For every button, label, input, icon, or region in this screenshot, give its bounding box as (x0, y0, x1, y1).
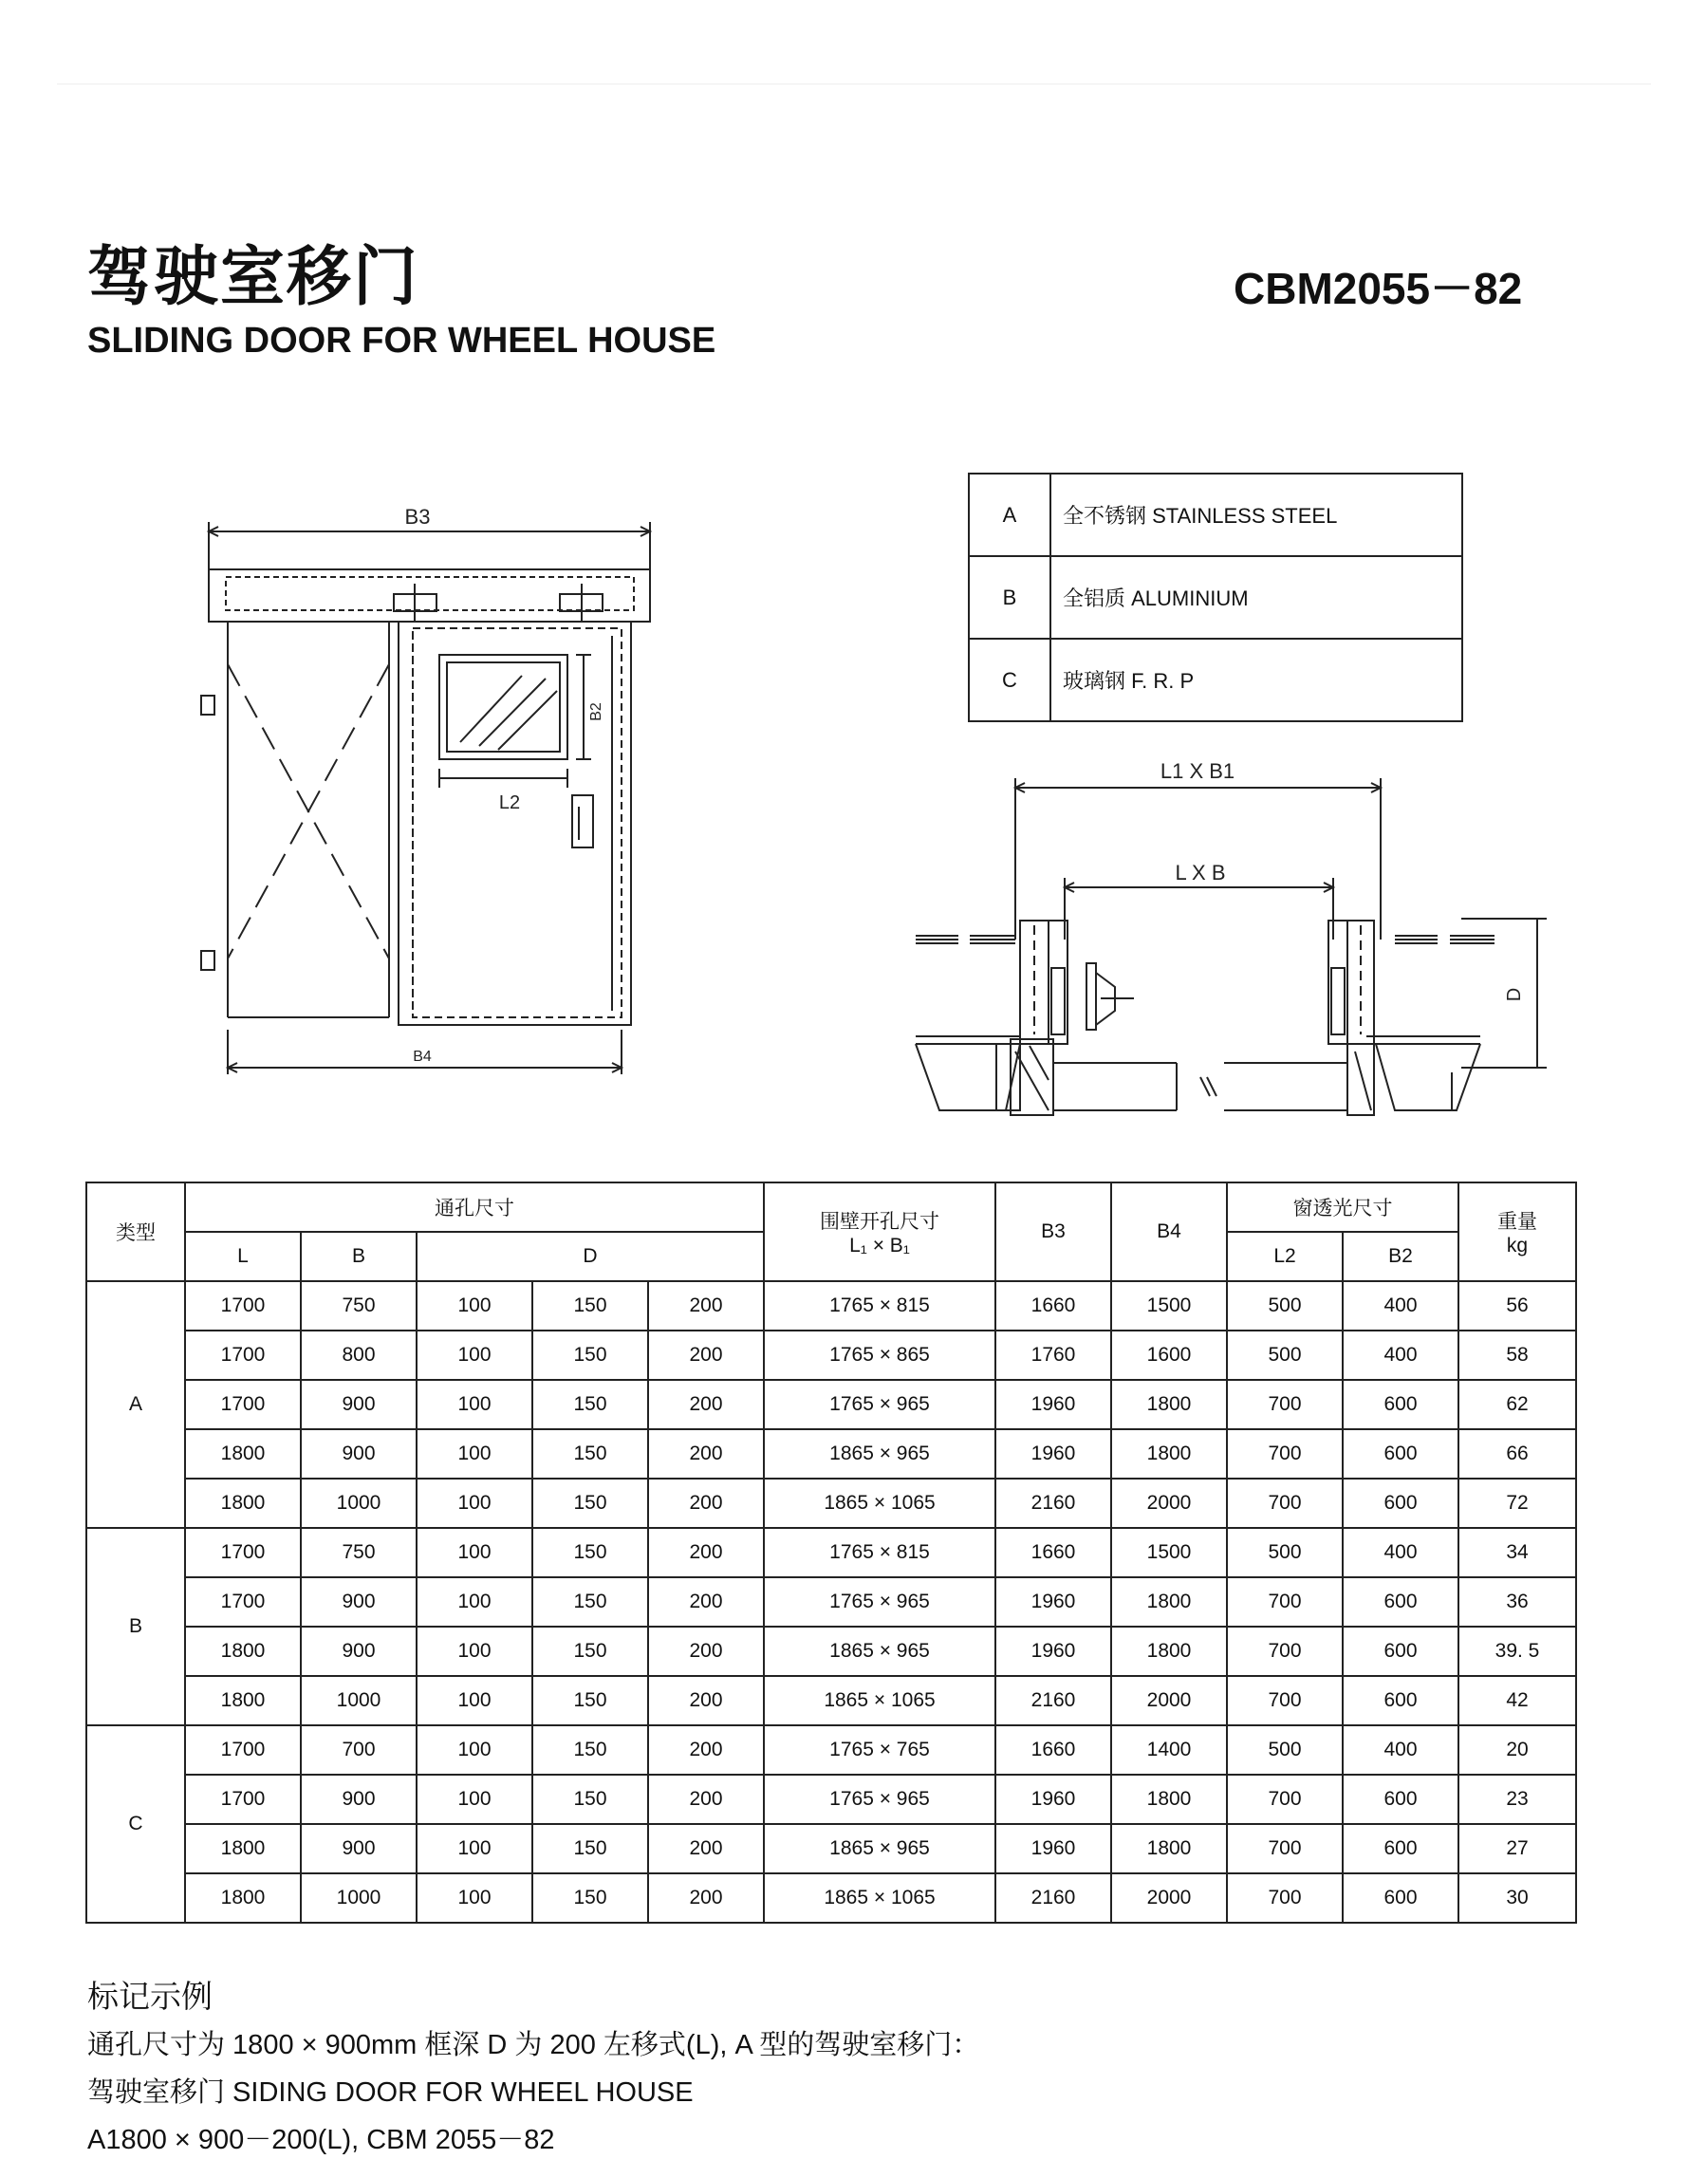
table-cell: 1000 (301, 1479, 417, 1528)
table-cell: 1960 (995, 1577, 1111, 1627)
table-cell: 700 (1227, 1873, 1343, 1923)
table-cell: 700 (1227, 1775, 1343, 1824)
weight-title: 重量 (1497, 1211, 1537, 1233)
table-cell: 100 (417, 1577, 532, 1627)
table-cell: 39. 5 (1458, 1627, 1576, 1676)
table-cell: 1000 (301, 1873, 417, 1923)
material-label: 全铝质 ALUMINIUM (1050, 556, 1462, 639)
table-cell: 100 (417, 1873, 532, 1923)
table-cell: 400 (1343, 1281, 1458, 1331)
table-cell: 1700 (185, 1331, 301, 1380)
table-cell: 200 (648, 1627, 764, 1676)
table-cell: 150 (532, 1824, 648, 1873)
table-cell: 1800 (185, 1429, 301, 1479)
table-cell: 1800 (1111, 1380, 1227, 1429)
material-label: 玻璃钢 F. R. P (1050, 639, 1462, 721)
table-cell: 2000 (1111, 1676, 1227, 1725)
table-cell: 200 (648, 1775, 764, 1824)
col-d-header: D (417, 1232, 764, 1281)
table-cell: 58 (1458, 1331, 1576, 1380)
table-cell: 600 (1343, 1380, 1458, 1429)
table-cell: 100 (417, 1528, 532, 1577)
table-cell: 200 (648, 1577, 764, 1627)
table-cell: 1765 × 815 (764, 1281, 995, 1331)
table-cell: 500 (1227, 1281, 1343, 1331)
table-cell: 27 (1458, 1824, 1576, 1873)
table-cell: 1865 × 1065 (764, 1479, 995, 1528)
table-cell: 1000 (301, 1676, 417, 1725)
material-row (969, 556, 1462, 639)
table-row (86, 1577, 1576, 1627)
material-row (969, 639, 1462, 721)
table-cell: 150 (532, 1676, 648, 1725)
table-cell: 1800 (185, 1676, 301, 1725)
dim-d-label: D (1504, 987, 1525, 1002)
table-cell: 1960 (995, 1775, 1111, 1824)
notes-heading: 标记示例 (87, 1979, 213, 2014)
table-cell: 1700 (185, 1577, 301, 1627)
table-cell: 150 (532, 1479, 648, 1528)
table-cell: 400 (1343, 1331, 1458, 1380)
col-b3-header: B3 (995, 1182, 1111, 1281)
table-cell: 200 (648, 1380, 764, 1429)
page-title-cn: 驾驶室移门 (87, 241, 420, 313)
table-cell: 900 (301, 1380, 417, 1429)
table-cell: 1865 × 1065 (764, 1873, 995, 1923)
table-cell: 1700 (185, 1775, 301, 1824)
table-cell: 30 (1458, 1873, 1576, 1923)
dim-b2-label: B2 (588, 702, 604, 721)
table-cell: 1400 (1111, 1725, 1227, 1775)
material-legend (968, 473, 1463, 722)
table-cell: 100 (417, 1281, 532, 1331)
table-cell: 800 (301, 1331, 417, 1380)
table-cell: 1500 (1111, 1528, 1227, 1577)
table-cell: 1800 (1111, 1824, 1227, 1873)
table-cell: 1800 (185, 1479, 301, 1528)
col-l2-header: L2 (1227, 1232, 1343, 1281)
table-cell: 600 (1343, 1479, 1458, 1528)
table-cell: 100 (417, 1775, 532, 1824)
table-cell: 20 (1458, 1725, 1576, 1775)
dim-l1b1-label: L1 X B1 (1160, 759, 1235, 783)
wall-hole-sub: L₁ × B₁ (849, 1235, 910, 1257)
table-cell: 1800 (1111, 1627, 1227, 1676)
table-cell: 700 (1227, 1676, 1343, 1725)
table-cell: 1765 × 865 (764, 1331, 995, 1380)
table-cell: 2160 (995, 1873, 1111, 1923)
table-cell: 600 (1343, 1775, 1458, 1824)
table-cell: 150 (532, 1627, 648, 1676)
table-cell: 200 (648, 1429, 764, 1479)
table-cell: 2000 (1111, 1873, 1227, 1923)
table-row (86, 1627, 1576, 1676)
table-row (86, 1281, 1576, 1331)
table-cell: 72 (1458, 1479, 1576, 1528)
table-cell: 150 (532, 1380, 648, 1429)
spec-table (85, 1182, 1577, 1924)
table-cell: 1865 × 965 (764, 1824, 995, 1873)
table-cell: 400 (1343, 1725, 1458, 1775)
col-b4-header: B4 (1111, 1182, 1227, 1281)
col-b2-header: B2 (1343, 1232, 1458, 1281)
table-cell: 100 (417, 1479, 532, 1528)
material-label: 全不锈钢 STAINLESS STEEL (1050, 474, 1462, 556)
table-cell: 150 (532, 1429, 648, 1479)
table-cell: 56 (1458, 1281, 1576, 1331)
col-b-header: B (301, 1232, 417, 1281)
table-cell: 1765 × 965 (764, 1775, 995, 1824)
table-row (86, 1429, 1576, 1479)
table-cell: 900 (301, 1627, 417, 1676)
material-key: B (969, 556, 1050, 639)
table-cell: 62 (1458, 1380, 1576, 1429)
spec-table-body (86, 1281, 1576, 1923)
table-cell: 1800 (1111, 1577, 1227, 1627)
table-cell: 1800 (1111, 1775, 1227, 1824)
table-cell: 100 (417, 1627, 532, 1676)
table-row (86, 1331, 1576, 1380)
table-cell: 700 (1227, 1577, 1343, 1627)
table-cell: 100 (417, 1331, 532, 1380)
table-cell: 500 (1227, 1725, 1343, 1775)
table-row (86, 1725, 1576, 1775)
notes-line-3: A1800 × 900－200(L), CBM 2055－82 (87, 2125, 555, 2155)
table-cell: 1700 (185, 1725, 301, 1775)
type-cell: C (86, 1725, 185, 1923)
table-cell: 1800 (185, 1627, 301, 1676)
table-cell: 600 (1343, 1676, 1458, 1725)
table-cell: 150 (532, 1528, 648, 1577)
table-cell: 1700 (185, 1528, 301, 1577)
table-cell: 1865 × 1065 (764, 1676, 995, 1725)
weight-unit: kg (1506, 1235, 1529, 1257)
standard-code: CBM2055－82 (1234, 264, 1523, 313)
col-type-header: 类型 (86, 1182, 185, 1281)
dim-b3-label: B3 (404, 505, 431, 529)
table-cell: 150 (532, 1725, 648, 1775)
table-cell: 1765 × 965 (764, 1577, 995, 1627)
table-cell: 1760 (995, 1331, 1111, 1380)
type-cell: A (86, 1281, 185, 1528)
table-cell: 700 (301, 1725, 417, 1775)
table-cell: 750 (301, 1281, 417, 1331)
table-cell: 1800 (185, 1824, 301, 1873)
notes-line-2: 驾驶室移门 SIDING DOOR FOR WHEEL HOUSE (87, 2077, 694, 2108)
table-row (86, 1676, 1576, 1725)
table-cell: 42 (1458, 1676, 1576, 1725)
table-cell: 150 (532, 1775, 648, 1824)
table-cell: 2160 (995, 1479, 1111, 1528)
table-cell: 700 (1227, 1479, 1343, 1528)
table-cell: 34 (1458, 1528, 1576, 1577)
col-l-header: L (185, 1232, 301, 1281)
dim-lb-label: L X B (1175, 861, 1226, 884)
table-cell: 600 (1343, 1429, 1458, 1479)
table-cell: 200 (648, 1479, 764, 1528)
table-cell: 1700 (185, 1281, 301, 1331)
table-row (86, 1873, 1576, 1923)
table-cell: 23 (1458, 1775, 1576, 1824)
table-cell: 1660 (995, 1281, 1111, 1331)
table-cell: 1765 × 965 (764, 1380, 995, 1429)
col-window-header: 窗透光尺寸 (1227, 1182, 1458, 1232)
table-row (86, 1824, 1576, 1873)
table-cell: 1700 (185, 1380, 301, 1429)
spec-header-row-1 (86, 1182, 1576, 1232)
table-row (86, 1775, 1576, 1824)
type-cell: B (86, 1528, 185, 1725)
table-cell: 900 (301, 1775, 417, 1824)
table-cell: 700 (1227, 1824, 1343, 1873)
table-cell: 1960 (995, 1380, 1111, 1429)
table-cell: 400 (1343, 1528, 1458, 1577)
col-weight-header (1458, 1182, 1576, 1281)
table-row (86, 1528, 1576, 1577)
table-cell: 100 (417, 1725, 532, 1775)
table-cell: 700 (1227, 1627, 1343, 1676)
table-cell: 1765 × 815 (764, 1528, 995, 1577)
door-elevation-drawing (185, 493, 678, 1101)
table-cell: 200 (648, 1873, 764, 1923)
table-row (86, 1479, 1576, 1528)
table-cell: 1960 (995, 1627, 1111, 1676)
door-section-drawing (901, 750, 1566, 1129)
table-cell: 500 (1227, 1331, 1343, 1380)
col-hole-header: 通孔尺寸 (185, 1182, 764, 1232)
table-cell: 700 (1227, 1380, 1343, 1429)
table-cell: 200 (648, 1281, 764, 1331)
table-cell: 600 (1343, 1577, 1458, 1627)
table-cell: 200 (648, 1528, 764, 1577)
table-row (86, 1380, 1576, 1429)
table-cell: 2000 (1111, 1479, 1227, 1528)
table-cell: 500 (1227, 1528, 1343, 1577)
wall-hole-title: 围壁开孔尺寸 (820, 1211, 939, 1233)
table-cell: 600 (1343, 1824, 1458, 1873)
table-cell: 150 (532, 1281, 648, 1331)
table-cell: 1765 × 765 (764, 1725, 995, 1775)
table-cell: 1865 × 965 (764, 1429, 995, 1479)
dim-l2-label: L2 (498, 792, 521, 813)
table-cell: 150 (532, 1577, 648, 1627)
table-cell: 200 (648, 1331, 764, 1380)
notes-line-1: 通孔尺寸为 1800 × 900mm 框深 D 为 200 左移式(L), A 型的驾驶室移门： (87, 2030, 980, 2060)
table-cell: 100 (417, 1429, 532, 1479)
table-cell: 1500 (1111, 1281, 1227, 1331)
table-cell: 1660 (995, 1528, 1111, 1577)
table-cell: 66 (1458, 1429, 1576, 1479)
table-cell: 900 (301, 1577, 417, 1627)
table-cell: 900 (301, 1429, 417, 1479)
table-cell: 200 (648, 1725, 764, 1775)
table-cell: 1660 (995, 1725, 1111, 1775)
table-cell: 600 (1343, 1873, 1458, 1923)
material-key: A (969, 474, 1050, 556)
page-title-en: SLIDING DOOR FOR WHEEL HOUSE (87, 321, 716, 361)
material-row (969, 474, 1462, 556)
dim-b4-label: B4 (413, 1049, 432, 1065)
table-cell: 150 (532, 1873, 648, 1923)
table-cell: 200 (648, 1824, 764, 1873)
col-wall-hole-header (764, 1182, 995, 1281)
table-cell: 1960 (995, 1429, 1111, 1479)
table-cell: 1960 (995, 1824, 1111, 1873)
table-cell: 150 (532, 1331, 648, 1380)
material-key: C (969, 639, 1050, 721)
table-cell: 700 (1227, 1429, 1343, 1479)
table-cell: 1800 (185, 1873, 301, 1923)
table-cell: 600 (1343, 1627, 1458, 1676)
table-cell: 100 (417, 1824, 532, 1873)
table-cell: 200 (648, 1676, 764, 1725)
table-cell: 1600 (1111, 1331, 1227, 1380)
table-cell: 1865 × 965 (764, 1627, 995, 1676)
table-cell: 2160 (995, 1676, 1111, 1725)
table-cell: 100 (417, 1380, 532, 1429)
table-cell: 36 (1458, 1577, 1576, 1627)
table-cell: 100 (417, 1676, 532, 1725)
table-cell: 1800 (1111, 1429, 1227, 1479)
table-cell: 900 (301, 1824, 417, 1873)
table-cell: 750 (301, 1528, 417, 1577)
